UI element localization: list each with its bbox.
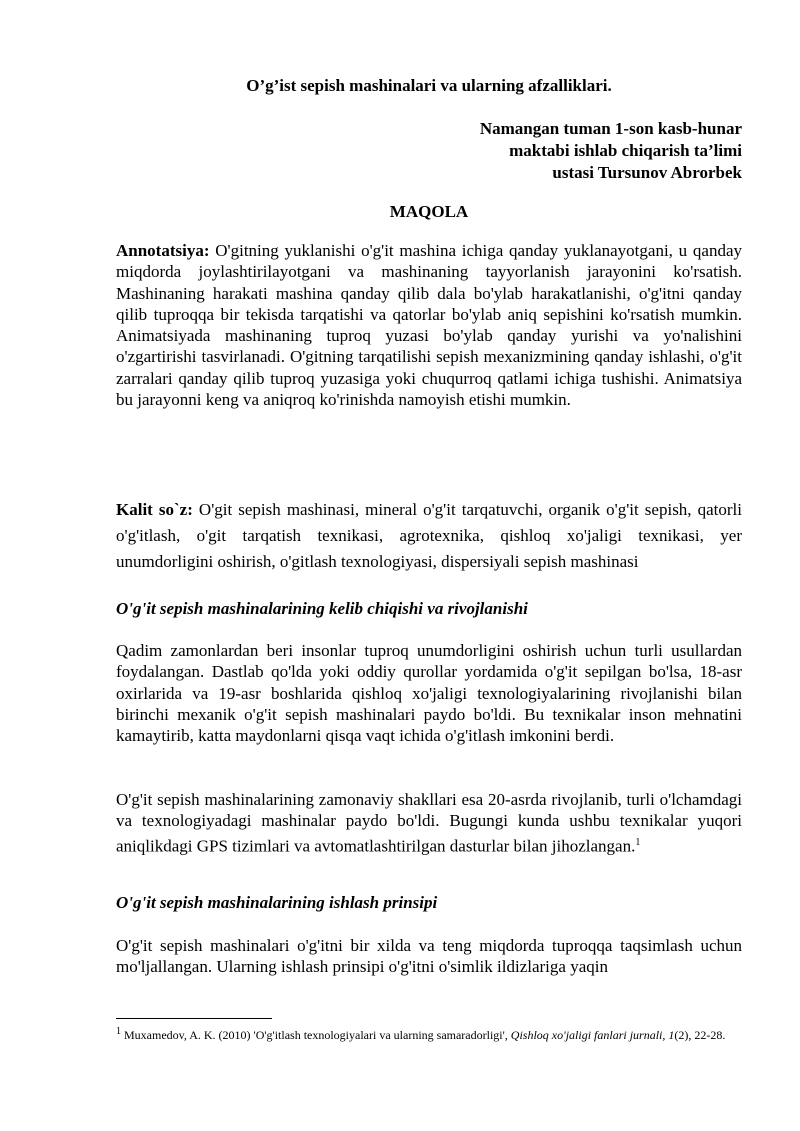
article-title: O’g’ist sepish mashinalari va ularning afzalliklari. [246, 76, 612, 95]
body-paragraph [116, 789, 742, 857]
author-line: ustasi Tursunov Abrorbek [552, 163, 742, 182]
author-line: maktabi ishlab chiqarish ta’limi [509, 141, 742, 160]
footnote-pages: (2), 22-28. [674, 1028, 726, 1042]
keywords-paragraph [116, 497, 742, 575]
body-paragraph: O'g'it sepish mashinalari o'g'itni bir xilda va teng miqdorda tuproqqa taqsimlash uchun mo'ljallangan. Ularning ishlash prinsipi o'g'itni o'simlik ildizlariga yaqin [116, 936, 742, 977]
maqola-heading: MAQOLA [389, 202, 469, 221]
author-line: Namangan tuman 1-son kasb-hunar [479, 119, 742, 138]
keywords-text: O'git sepish mashinasi, mineral o'g'it tarqatuvchi, organik o'g'it sepish, qatorli o'g'itlash, o'git tarqatish texnikasi, agrotexnika, qishloq xo'jaligi texnikasi, yer unumdorligini oshirish, o'gitlash texnologiyasi, dispersiyali sepish mashinasi [116, 500, 742, 571]
annotation-paragraph [116, 240, 742, 410]
footnote-mark: 1 [116, 1026, 121, 1037]
footnote-reference[interactable]: 1 [635, 836, 641, 848]
footnote-divider [116, 1018, 272, 1019]
body-paragraph: Qadim zamonlardan beri insonlar tuproq unumdorligini oshirish uchun turli usullardan foydalangan. Dastlab qo'lda yoki oddiy qurollar yordamida o'g'it sepilgan bo'lsa, 18-asr oxirlarida va 19-asr boshlarida qishloq xo'jaligi texnologiyalarining rivojlanishi bilan birinchi mexanik o'g'it sepish mashinalari paydo bo'ldi. Bu texnikalar inson mehnatini kamaytirib, katta maydonlarni qisqa vaqt ichida o'g'itlash imkonini berdi. [116, 641, 742, 746]
annotation-label: Annotatsiya: [116, 241, 210, 260]
footnote-separator: , [662, 1028, 669, 1042]
footnote-text: Muxamedov, A. K. (2010) 'O'g'itlash texnologiyalari va ularning samaradorligi', [121, 1028, 511, 1042]
keywords-label: Kalit so`z: [116, 500, 193, 519]
footnote-volume: 1 [668, 1028, 675, 1042]
section-heading: O'g'it sepish mashinalarining kelib chiqishi va rivojlanishi [116, 599, 528, 618]
annotation-text: O'gitning yuklanishi o'g'it mashina ichiga qanday yuklanayotgani, u qanday miqdorda joylashtirilayotgani va mashinaning tayyorlanish jarayonini ko'rsatish. Mashinaning harakati mashina qanday qilib dala bo'ylab harakatlanishi, o'g'itni qanday qilib tuproqqa bir tekisda tarqatishi va qatorlar bo'ylab aniq sepishini ko'rsatish mumkin. Animatsiyada mashinaning tuproq yuzasi bo'ylab qanday yurishi va yo'nalishini o'zgartirishi tasvirlanadi. O'gitning tarqatilishi sepish mexanizmining qanday ishlashi, o'g'it zarralari qanday qilib tuproq yuzasiga yoki chuqurroq qatlami ichiga tushishi. Animatsiya bu jarayonni keng va aniqroq ko'rinishda namoyish etishi mumkin. [116, 241, 742, 410]
section-heading: O'g'it sepish mashinalarining ishlash prinsipi [116, 893, 438, 912]
paragraph-text: O'g'it sepish mashinalarining zamonaviy shakllari esa 20-asrda rivojlanib, turli o'lchamdagi va texnologiyadagi mashinalar paydo bo'ldi. Bugungi kunda ushbu texnikalar yuqori aniqlikdagi GPS tizimlari va avtomatlashtirilgan dasturlar bilan jihozlangan. [116, 790, 742, 856]
author-block [342, 118, 742, 184]
footnote [116, 1023, 742, 1044]
footnote-journal: Qishloq xo'jaligi fanlari jurnali [510, 1028, 663, 1042]
